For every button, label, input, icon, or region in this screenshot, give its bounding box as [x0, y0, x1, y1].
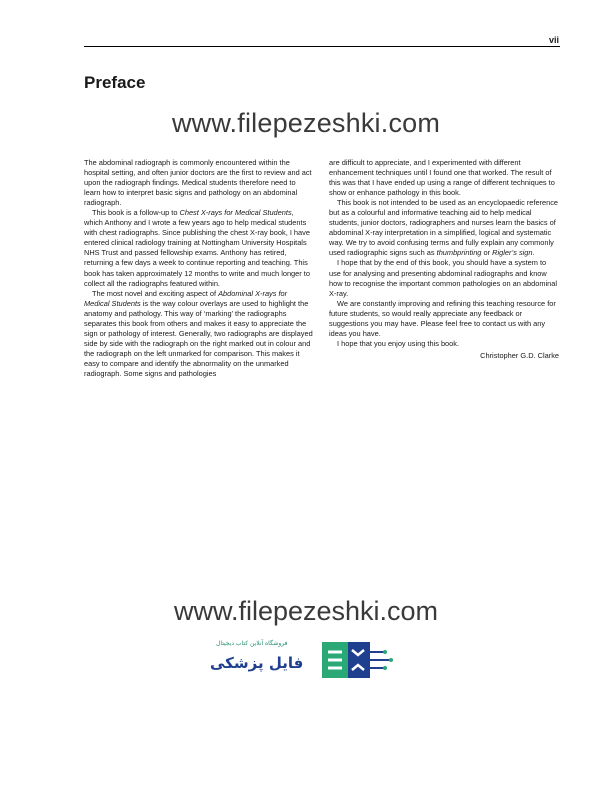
page-title: Preface	[84, 73, 146, 92]
logo-tagline: فروشگاه آنلاین کتاب دیجیتال	[216, 640, 288, 647]
paragraph: This book is not intended to be used as an encyclopaedic reference but as a colourful and informative teaching aid to help medical students, junior doctors, radiographers and nurses learn the basics of abdominal X-ray interpretation in a simplified, logical and systematic way. We try to avoid confusing terms and fully explain any commonly used radiographic signs such as thumbprinting or Rigler’s sign.	[329, 198, 559, 258]
watermark-url-bottom: www.filepezeshki.com	[173, 596, 439, 626]
filepezeshki-logo	[210, 640, 395, 682]
watermark-url-top: www.filepezeshki.com	[171, 108, 441, 138]
logo-wordmark: فایل پزشکی	[210, 654, 304, 672]
page-number: vii	[548, 35, 559, 45]
right-column	[329, 158, 559, 361]
author-signature: Christopher G.D. Clarke	[480, 350, 559, 360]
header-rule	[84, 46, 560, 47]
logo-mark-icon	[322, 640, 397, 682]
left-column	[84, 158, 314, 379]
paragraph: I hope that by the end of this book, you should have a system to use for analysing and presenting abdominal radiographs and know how to recognise the important common pathologies on an abdominal X-ray.	[329, 258, 558, 298]
paragraph: This book is a follow-up to Chest X-rays for Medical Students, which Anthony and I wrote a few years ago to help medical students with chest radiographs. Since publishing the chest X-ray book, I have entered clinical radiology training at Nottingham University Hospitals NHS Trust and passed fellowship exams. Anthony has retired, returning a few days a week to continue reporting and teaching. This book has taken approximately 12 months to write and much longer to collect all the radiographs featured within.	[84, 208, 310, 288]
paragraph: are difficult to appreciate, and I experimented with different enhancement techniques until I found one that worked. The result of this was that I have ended up using a range of different techniques to show or enhance pathology in this book.	[329, 158, 555, 198]
paragraph: The abdominal radiograph is commonly encountered within the hospital setting, and often junior doctors are the first to review and act upon the radiograph findings. Medical students therefore need to learn how to interpret basic signs and pathology on an abdominal radiograph.	[84, 158, 312, 208]
paragraph: The most novel and exciting aspect of Abdominal X-rays for Medical Students is the way colour overlays are used to highlight the anatomy and pathology. This way of ‘marking’ the radiographs separates this book from others and makes it easy to appreciate the sign or pathology of interest. Generally, two radiographs are displayed side by side with the radiograph on the right marked out in colour and the radiograph on the left unmarked for comparison. This makes it easy to compare and identify the abnormality on the unmarked radiograph. Some signs and pathologies	[84, 288, 313, 378]
paragraph: We are constantly improving and refining this teaching resource for future students, so would really appreciate any feedback or suggestions you may have. Please feel free to contact us with any ideas you have.	[329, 298, 556, 338]
paragraph: I hope that you enjoy using this book.	[337, 338, 460, 348]
